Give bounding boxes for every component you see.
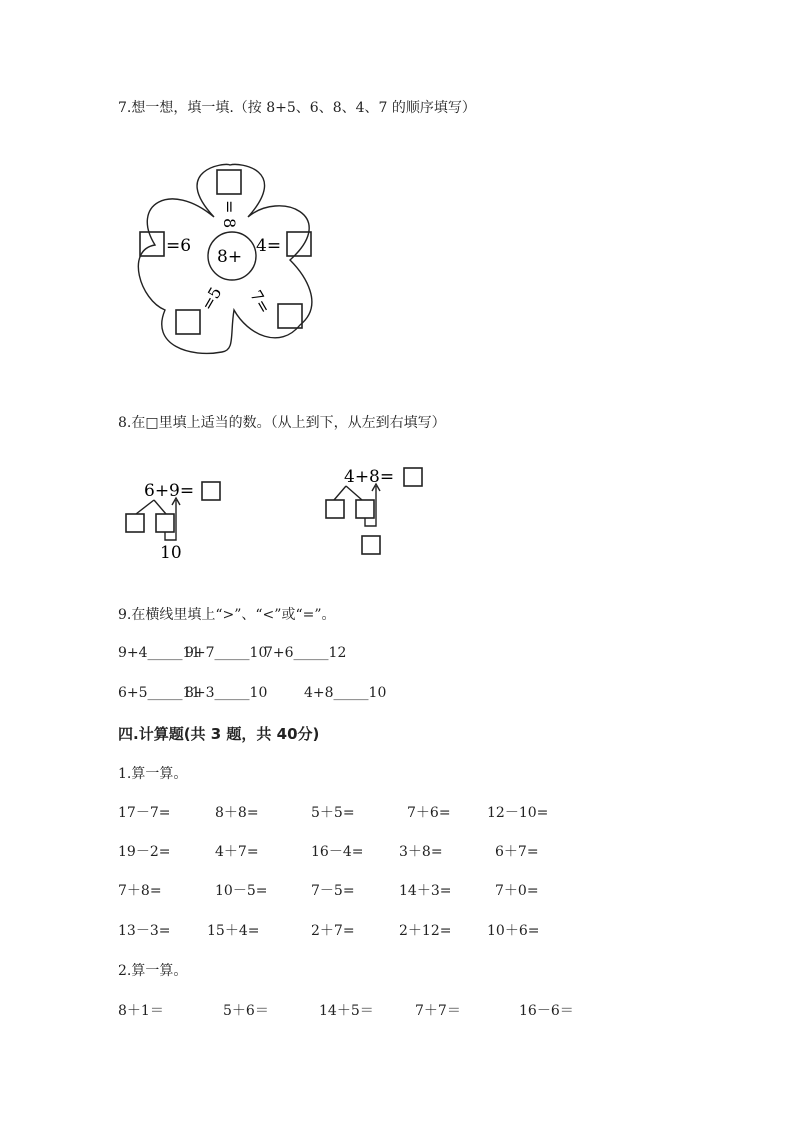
q7-instruction: 7.想一想，填一填.（按 8+5、6、8、4、7 的顺序填写）: [118, 100, 476, 116]
q9-item[interactable]: 7+6_____12: [264, 645, 347, 661]
q9-item[interactable]: 8+3_____10: [185, 685, 268, 701]
calc1-row-2: [118, 841, 718, 861]
q8-instruction: 8.在□里填上适当的数。（从上到下，从左到右填写）: [118, 415, 446, 431]
flower-right-eq: 4=: [256, 236, 282, 256]
calc-item: 5＋6＝: [223, 1003, 269, 1019]
q8-right-split-box-2[interactable]: [356, 500, 374, 518]
calc-item: 15＋4=: [207, 923, 260, 939]
q9-instruction: 9.在横线里填上“>”、“<”或“=”。: [118, 607, 336, 623]
calc-item: 2＋12=: [399, 923, 452, 939]
calc-item: 6＋7=: [495, 844, 539, 860]
calc-item: 7＋0=: [495, 883, 539, 899]
q8-right-answer-box[interactable]: [404, 468, 422, 486]
flower-top-box[interactable]: [217, 170, 241, 194]
calc-item: 7＋8=: [118, 883, 162, 899]
calc-item: 5＋5=: [311, 805, 355, 821]
flower-top-num: 8: [220, 218, 239, 229]
calc-item: 7＋7＝: [415, 1003, 461, 1019]
flower-bottom-left-box[interactable]: [176, 310, 200, 334]
q9-row-1: [118, 645, 718, 665]
calc1-row-1: [118, 802, 718, 822]
flower-left-eq: =6: [166, 236, 192, 256]
q9-row-2: [118, 685, 718, 705]
q8-left-split-box-1[interactable]: [126, 514, 144, 532]
q8-left-split-box-2[interactable]: [156, 514, 174, 532]
calc2-title: 2.算一算。: [118, 963, 188, 979]
flower-top-op: =: [220, 200, 239, 214]
calc-item: 14＋3=: [399, 883, 452, 899]
q8-right-diagram: [322, 460, 442, 560]
calc-item: 16－4=: [311, 844, 364, 860]
q8-left-answer-box[interactable]: [202, 482, 220, 500]
flower-bottom-right-eq: 7=: [246, 286, 275, 317]
calc1-row-3: [118, 880, 718, 900]
q9-item[interactable]: 4+8_____10: [304, 685, 387, 701]
flower-bottom-right-box[interactable]: [278, 304, 302, 328]
calc1-title: 1.算一算。: [118, 766, 188, 782]
calc-item: 3＋8=: [399, 844, 443, 860]
calc-item: 12－10=: [487, 805, 549, 821]
q8-left-diagram: [122, 468, 232, 568]
q8-left-hint: 10: [160, 543, 182, 563]
calc-item: 19－2=: [118, 844, 171, 860]
flower-bottom-left-eq: =5: [197, 283, 226, 314]
calc-item: 14＋5＝: [319, 1003, 374, 1019]
calc-item: 7－5=: [311, 883, 355, 899]
flower-center: 8+: [217, 247, 243, 267]
flower-diagram: [130, 160, 330, 360]
calc-item: 8＋8=: [215, 805, 259, 821]
calc-item: 2＋7=: [311, 923, 355, 939]
calc1-row-4: [118, 920, 718, 940]
calc-item: 17－7=: [118, 805, 171, 821]
q9-item[interactable]: 9+7_____10: [185, 645, 268, 661]
calc-item: 16－6＝: [519, 1003, 574, 1019]
calc2-row: [118, 1000, 718, 1020]
calc-item: 7＋6=: [407, 805, 451, 821]
flower-left-box[interactable]: [140, 232, 164, 256]
calc-item: 8＋1＝: [118, 1003, 164, 1019]
section-4-title: 四.计算题(共 3 题，共 40分): [118, 725, 320, 743]
calc-item: 10－5=: [215, 883, 268, 899]
q8-right-expr: 4+8=: [344, 467, 395, 487]
q9-item[interactable]: 6+5_____11: [118, 685, 201, 701]
q9-item[interactable]: 9+4_____11: [118, 645, 201, 661]
q8-right-bottom-box[interactable]: [362, 536, 380, 554]
q8-right-split-box-1[interactable]: [326, 500, 344, 518]
calc-item: 10＋6=: [487, 923, 540, 939]
calc-item: 13－3=: [118, 923, 171, 939]
q8-left-expr: 6+9=: [144, 481, 195, 501]
calc-item: 4＋7=: [215, 844, 259, 860]
